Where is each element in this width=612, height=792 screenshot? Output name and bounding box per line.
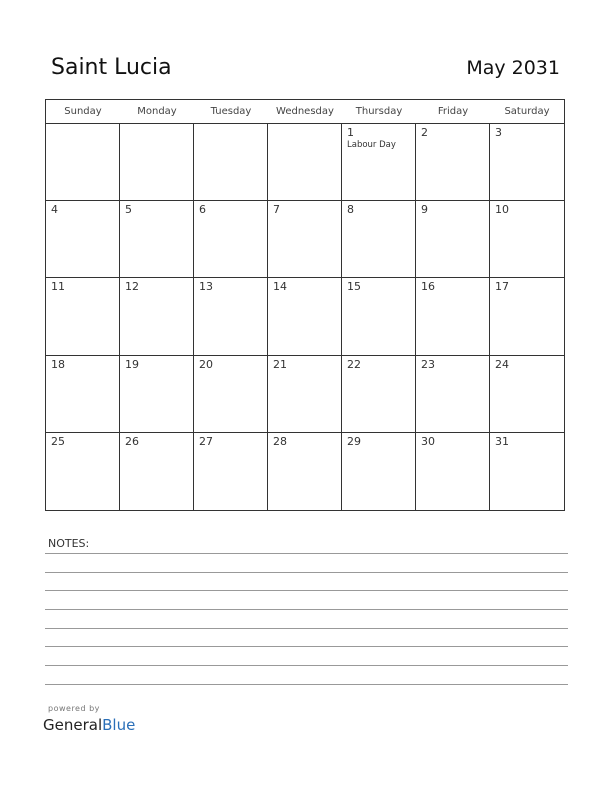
day-number: 1: [347, 126, 354, 139]
notes-line: [45, 684, 568, 685]
day-cell: [194, 433, 268, 510]
powered-by-label: powered by: [48, 704, 100, 713]
weekday-header-thursday: Thursday: [342, 100, 416, 124]
logo-general-text: General: [43, 716, 103, 734]
weekday-header-saturday: Saturday: [490, 100, 564, 124]
day-number: 29: [347, 434, 361, 448]
day-cell: [46, 278, 120, 355]
calendar-grid: [45, 99, 565, 511]
day-number: 10: [495, 203, 509, 217]
day-number: 22: [347, 357, 361, 371]
day-cell: [342, 433, 416, 510]
day-number: 7: [273, 203, 280, 217]
day-number: 9: [421, 203, 428, 217]
day-cell: [268, 124, 342, 201]
day-number: 3: [495, 126, 502, 139]
holiday-label: Labour Day: [347, 140, 396, 150]
day-cell: [120, 278, 194, 355]
generalblue-logo: [43, 716, 135, 734]
day-cell: [46, 124, 120, 201]
day-number: 2: [421, 126, 428, 139]
day-cell: [416, 278, 490, 355]
notes-label: NOTES:: [48, 537, 90, 550]
day-cell: [120, 124, 194, 201]
day-number: 13: [199, 280, 213, 294]
notes-line: [45, 665, 568, 666]
day-cell: [46, 433, 120, 510]
day-cell: [342, 356, 416, 433]
day-number: 4: [51, 203, 58, 217]
day-cell: [490, 433, 564, 510]
logo-blue-text: Blue: [102, 716, 136, 734]
day-cell: [268, 278, 342, 355]
day-cell: [46, 201, 120, 278]
day-cell: [46, 356, 120, 433]
day-cell: [194, 356, 268, 433]
day-cell: [416, 201, 490, 278]
weekday-header-wednesday: Wednesday: [268, 100, 342, 124]
day-cell: [120, 433, 194, 510]
day-number: 27: [199, 434, 213, 448]
day-cell: [268, 356, 342, 433]
day-number: 17: [495, 280, 509, 294]
day-number: 26: [125, 434, 139, 448]
day-cell: [194, 201, 268, 278]
day-number: 18: [51, 357, 65, 371]
day-number: 6: [199, 203, 206, 217]
day-number: 20: [199, 357, 213, 371]
day-number: 12: [125, 280, 139, 294]
day-number: 25: [51, 434, 65, 448]
day-number: 30: [421, 434, 435, 448]
day-cell: [120, 201, 194, 278]
notes-line: [45, 646, 568, 647]
calendar-country-title: Saint Lucia: [51, 55, 172, 80]
day-number: 8: [347, 203, 354, 217]
notes-line: [45, 553, 568, 554]
weekday-header-monday: Monday: [120, 100, 194, 124]
notes-line: [45, 590, 568, 591]
day-number: 28: [273, 434, 287, 448]
day-cell: [268, 433, 342, 510]
weekday-header-friday: Friday: [416, 100, 490, 124]
notes-line: [45, 628, 568, 629]
day-number: 14: [273, 280, 287, 294]
day-cell: [490, 201, 564, 278]
day-number: 5: [125, 203, 132, 217]
day-number: 16: [421, 280, 435, 294]
day-number: 23: [421, 357, 435, 371]
day-cell: [416, 433, 490, 510]
day-cell: [342, 124, 416, 201]
day-number: 19: [125, 357, 139, 371]
day-cell: [342, 201, 416, 278]
day-number: 21: [273, 357, 287, 371]
day-cell: [490, 356, 564, 433]
notes-line: [45, 572, 568, 573]
day-cell: [490, 124, 564, 201]
day-number: 31: [495, 434, 509, 448]
day-number: 24: [495, 357, 509, 371]
day-number: 11: [51, 280, 65, 294]
day-cell: [416, 356, 490, 433]
day-cell: [490, 278, 564, 355]
weekday-header-tuesday: Tuesday: [194, 100, 268, 124]
calendar-month-title: May 2031: [466, 57, 560, 79]
notes-line: [45, 609, 568, 610]
day-cell: [342, 278, 416, 355]
day-number: 15: [347, 280, 361, 294]
day-cell: [268, 201, 342, 278]
day-cell: [194, 124, 268, 201]
weekday-header-sunday: Sunday: [46, 100, 120, 124]
day-cell: [120, 356, 194, 433]
day-cell: [194, 278, 268, 355]
day-cell: [416, 124, 490, 201]
